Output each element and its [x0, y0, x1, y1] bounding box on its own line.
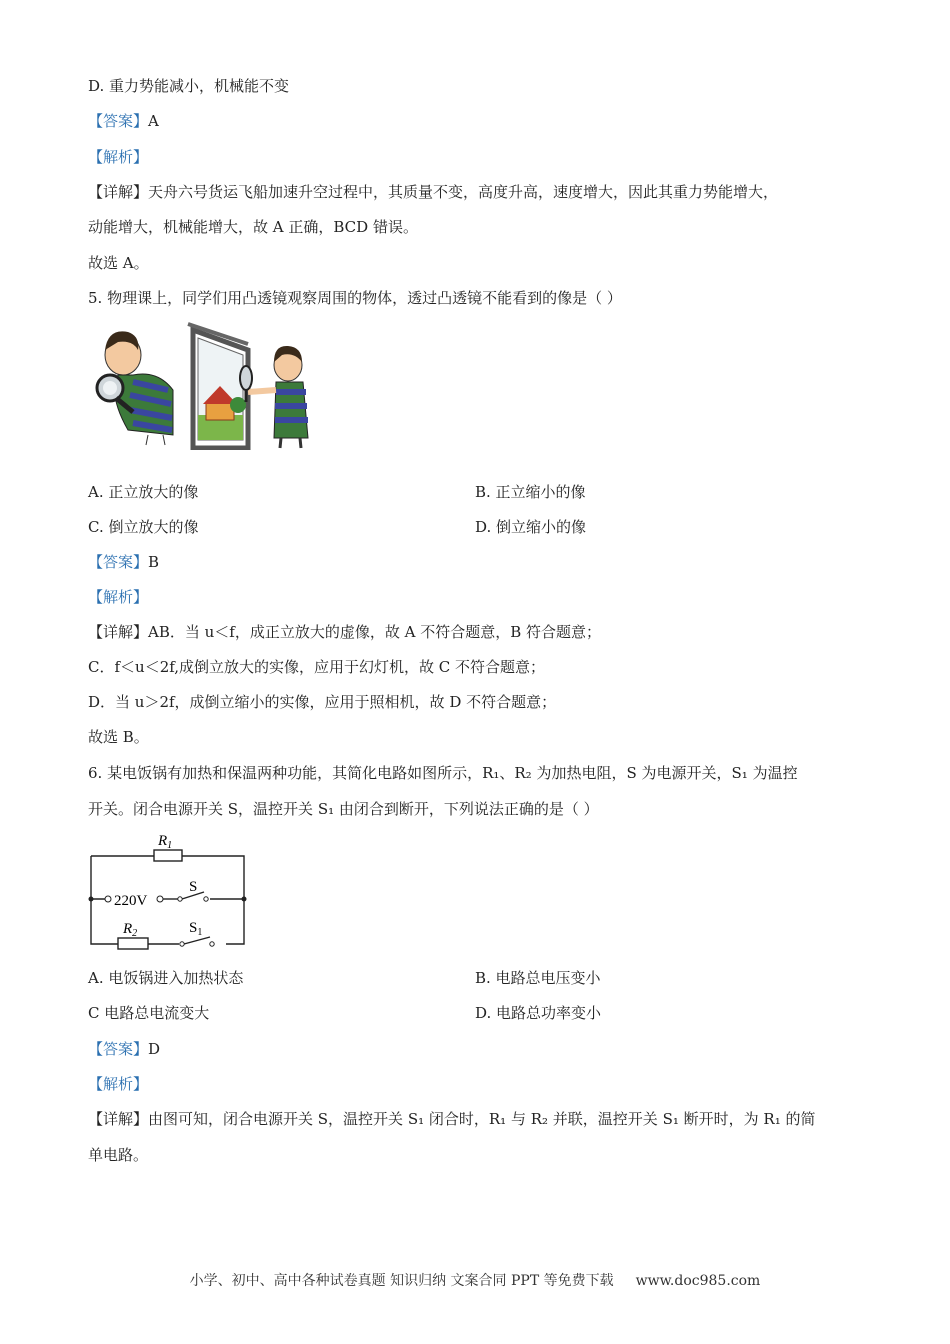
detail-tag: 【详解】 [88, 183, 149, 201]
q5-question: 5. 物理课上，同学们用凸透镜观察周围的物体，透过凸透镜不能看到的像是（ ） [88, 289, 622, 307]
q6-analysis-tag: 【解析】 [88, 1075, 149, 1093]
detail-tag: 【详解】 [88, 1110, 149, 1128]
boy-with-magnifier-figure [97, 331, 173, 445]
q6-answer: D [148, 1040, 161, 1058]
q4-answer: A [148, 112, 159, 130]
q5-detail-line-2: C．f＜u＜2f,成倒立放大的实像，应用于幻灯机，故 C 不符合题意； [88, 658, 546, 676]
q4-detail-line-2: 动能增大，机械能增大，故 A 正确，BCD 错误。 [88, 218, 418, 236]
q4-detail-1: 天舟六号货运飞船加速升空过程中，其质量不变，高度升高，速度增大，因此其重力势能增大， [148, 183, 779, 201]
r1-label: $R_1$ [158, 833, 173, 851]
q4-conclusion: 故选 A。 [88, 254, 149, 272]
answer-tag: 【答案】 [88, 553, 149, 571]
q5-illustration [88, 320, 312, 450]
q5-answer: B [148, 553, 160, 571]
voltage-label: 220V [114, 893, 148, 909]
answer-tag: 【答案】 [88, 1040, 149, 1058]
q5-option-d: D. 倒立缩小的像 [475, 518, 587, 536]
q5-option-c: C. 倒立放大的像 [88, 518, 199, 536]
page-footer [0, 1270, 950, 1290]
q6-question-line-2: 开关。闭合电源开关 S，温控开关 S₁ 由闭合到断开，下列说法正确的是（ ） [88, 800, 599, 818]
q6-detail-1: 由图可知，闭合电源开关 S，温控开关 S₁ 闭合时，R₁ 与 R₂ 并联，温控开关 S₁ 断开时，为 R₁ 的简 [148, 1110, 816, 1128]
q4-answer-line [88, 111, 159, 131]
q6-detail-line-1 [88, 1109, 815, 1129]
q6-answer-line [88, 1039, 160, 1059]
q6-question-line-1: 6. 某电饭锅有加热和保温两种功能，其简化电路如图所示，R₁、R₂ 为加热电阻，S 为电源开关，S₁ 为温控 [88, 764, 798, 782]
q5-detail-1: AB．当 u＜f，成正立放大的虚像，故 A 不符合题意，B 符合题意； [148, 623, 602, 641]
answer-tag: 【答案】 [88, 112, 149, 130]
q4-analysis-tag: 【解析】 [88, 148, 149, 166]
r2-label: $R_2$ [123, 921, 138, 939]
q6-option-b: B. 电路总电压变小 [475, 969, 601, 987]
q5-answer-line [88, 552, 159, 572]
q4-detail-line-1 [88, 182, 778, 202]
window-frame [188, 324, 248, 448]
q5-analysis-tag: 【解析】 [88, 588, 149, 606]
q6-detail-line-2: 单电路。 [88, 1146, 149, 1164]
q4-option-d: D. 重力势能减小，机械能不变 [88, 77, 290, 95]
q6-option-a: A. 电饭锅进入加热状态 [88, 969, 244, 987]
q6-option-d: D. 电路总功率变小 [475, 1004, 602, 1022]
s1-label: $S_1$ [189, 920, 203, 938]
q6-option-c: C 电路总电流变大 [88, 1004, 210, 1022]
q5-option-a: A. 正立放大的像 [88, 483, 199, 501]
footer-url[interactable]: www.doc985.com [635, 1273, 761, 1289]
circuit-diagram [86, 830, 250, 950]
q5-detail-line-1 [88, 622, 601, 642]
q5-conclusion: 故选 B。 [88, 728, 149, 746]
detail-tag: 【详解】 [88, 623, 149, 641]
q5-option-b: B. 正立缩小的像 [475, 483, 586, 501]
s-label: S [189, 879, 198, 895]
footer-text: 小学、初中、高中各种试卷真题 知识归纳 文案合同 PPT 等免费下载 [189, 1273, 614, 1289]
q5-detail-line-3: D．当 u＞2f，成倒立缩小的实像，应用于照相机，故 D 不符合题意； [88, 693, 557, 711]
